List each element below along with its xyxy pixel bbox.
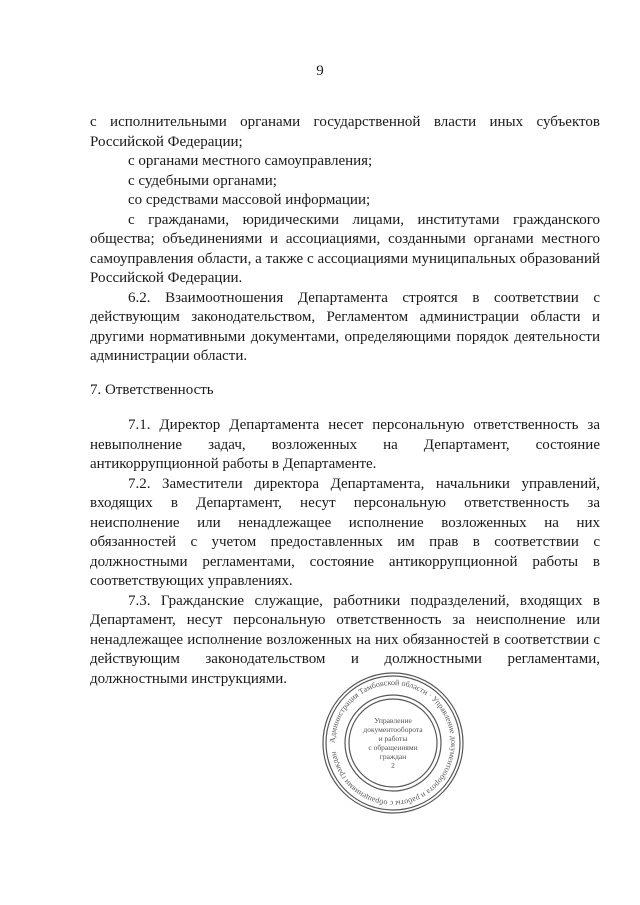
stamp-center-line: Управление [374, 716, 412, 725]
paragraph: 7.3. Гражданские служащие, работники подразделений, входящих в Департамент, несут персональную ответственность за неисполнение или ненадлежащее исполнение возложенных на них обязанностей в соответствии с действующим законодательством и должностными регламентами, должностными инструкциями. [90, 592, 600, 687]
stamp-center-line: 2 [391, 761, 395, 770]
paragraph: 6.2. Взаимоотношения Департамента строятся в соответствии с действующим законодательством, Регламентом администрации области и другими нормативными документами, определяющими порядок деятельности администрации области. [90, 289, 600, 364]
paragraph: с органами местного самоуправления; [128, 153, 373, 169]
page-number: 9 [316, 63, 324, 79]
paragraph: 7.1. Директор Департамента несет персональную ответственность за невыполнение задач, возложенных на Департамент, состояние антикоррупционной работы в Департаменте. [90, 417, 600, 472]
stamp-center-line: и работы [378, 734, 408, 743]
paragraphs-before-section [90, 113, 600, 367]
document-body [90, 113, 600, 689]
official-seal-stamp [318, 668, 468, 818]
stamp-center-line: документооборота [363, 725, 423, 734]
paragraph: с судебными органами; [128, 172, 277, 189]
stamp-outer-text: Администрация Тамбовской области · Управление документооборота и работы с обращениями граждан [327, 677, 459, 809]
paragraph: с исполнительными органами государственной власти иных субъектов Российской Федерации; [90, 114, 600, 150]
paragraph: со средствами массовой информации; [128, 192, 371, 208]
paragraph: 7.2. Заместители директора Департамента, начальники управлений, входящих в Департамент, несут персональную ответственность за неисполнение или ненадлежащее исполнение возложенных на них обязанностей с учетом предоставленных им прав в соответствии с должностными регламентами, состояние антикоррупционной работы в соответствующих управлениях. [90, 475, 600, 589]
paragraph: с гражданами, юридическими лицами, институтами гражданского общества; объединениями и ассоциациями, созданными органами местного самоуправления области, а также с ассоциациями муниципальных образований Российской Федерации. [90, 211, 600, 286]
stamp-center-line: с обращениями [368, 743, 418, 752]
paragraphs-after-section [90, 416, 600, 689]
section-heading: 7. Ответственность [90, 381, 214, 398]
stamp-center-line: граждан [379, 752, 407, 761]
